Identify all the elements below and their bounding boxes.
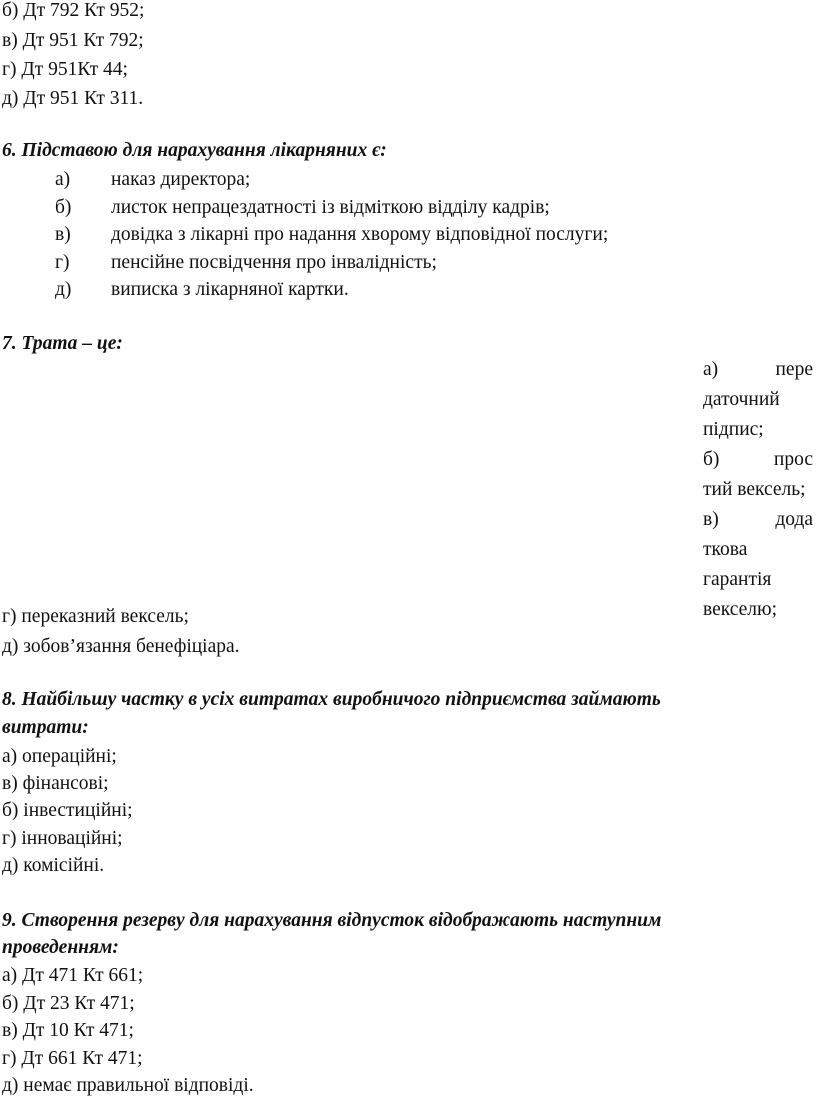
question-8-option: д) комісійні.: [2, 855, 105, 876]
question-8-option: в) фінансові;: [2, 773, 109, 794]
top-option-e: д) Дт 951 Кт 311.: [2, 88, 144, 109]
option-text: довідка з лікарні про надання хворому відповідної послуги;: [111, 224, 609, 245]
question-7-title: 7. Трата – це:: [2, 333, 123, 354]
question-8-title: 8. Найбільшу частку в усіх витратах виробничого підприємства займають: [2, 689, 661, 710]
question-8-title-cont: витрати:: [2, 717, 89, 738]
question-7-option-g: г) переказний вексель;: [2, 606, 189, 627]
option-text-part: дода: [775, 509, 813, 530]
option-letter: б): [703, 449, 720, 470]
question-9-option: г) Дт 661 Кт 471;: [2, 1048, 143, 1069]
option-text-part: пере: [775, 359, 813, 380]
top-option-c: в) Дт 951 Кт 792;: [2, 30, 144, 51]
option-letter: б): [55, 197, 72, 218]
option-text-part: ткова: [703, 539, 748, 560]
question-7-option-d: д) зобов’язання бенефіціара.: [2, 636, 240, 657]
option-text-part: гарантія: [703, 569, 772, 590]
question-9-title-cont: проведенням:: [2, 937, 119, 958]
option-text-part: підпис;: [703, 419, 764, 440]
option-text-part: тий вексель;: [703, 479, 806, 500]
question-9-option: д) немає правильної відповіді.: [2, 1075, 254, 1096]
option-letter: а): [55, 169, 71, 190]
question-6-title: 6. Підставою для нарахування лікарняних є:: [2, 140, 387, 161]
option-letter: в): [55, 224, 71, 245]
option-text: виписка з лікарняної картки.: [111, 279, 349, 300]
question-9-option: в) Дт 10 Кт 471;: [2, 1020, 134, 1041]
top-option-d: г) Дт 951Кт 44;: [2, 59, 128, 80]
question-7-right-column: [703, 356, 813, 623]
option-text: листок непрацездатності із відміткою відділу кадрів;: [111, 197, 550, 218]
option-letter: а): [703, 359, 719, 380]
option-text-part: прос: [773, 449, 813, 470]
option-letter: д): [55, 279, 72, 300]
option-letter: г): [55, 252, 70, 273]
option-letter: в): [703, 509, 719, 530]
question-9-option: б) Дт 23 Кт 471;: [2, 993, 135, 1014]
option-text-part: векселю;: [703, 599, 778, 620]
question-9-title: 9. Створення резерву для нарахування відпусток відображають наступним: [2, 910, 662, 931]
option-text: наказ директора;: [111, 169, 251, 190]
question-9-option: а) Дт 471 Кт 661;: [2, 965, 144, 986]
option-text-part: даточний: [703, 389, 780, 410]
option-text: пенсійне посвідчення про інвалідність;: [111, 252, 437, 273]
question-8-option: а) операційні;: [2, 746, 117, 767]
top-option-b: б) Дт 792 Кт 952;: [2, 0, 145, 21]
question-8-option: б) інвестиційні;: [2, 800, 133, 821]
question-8-option: г) інноваційні;: [2, 828, 123, 849]
